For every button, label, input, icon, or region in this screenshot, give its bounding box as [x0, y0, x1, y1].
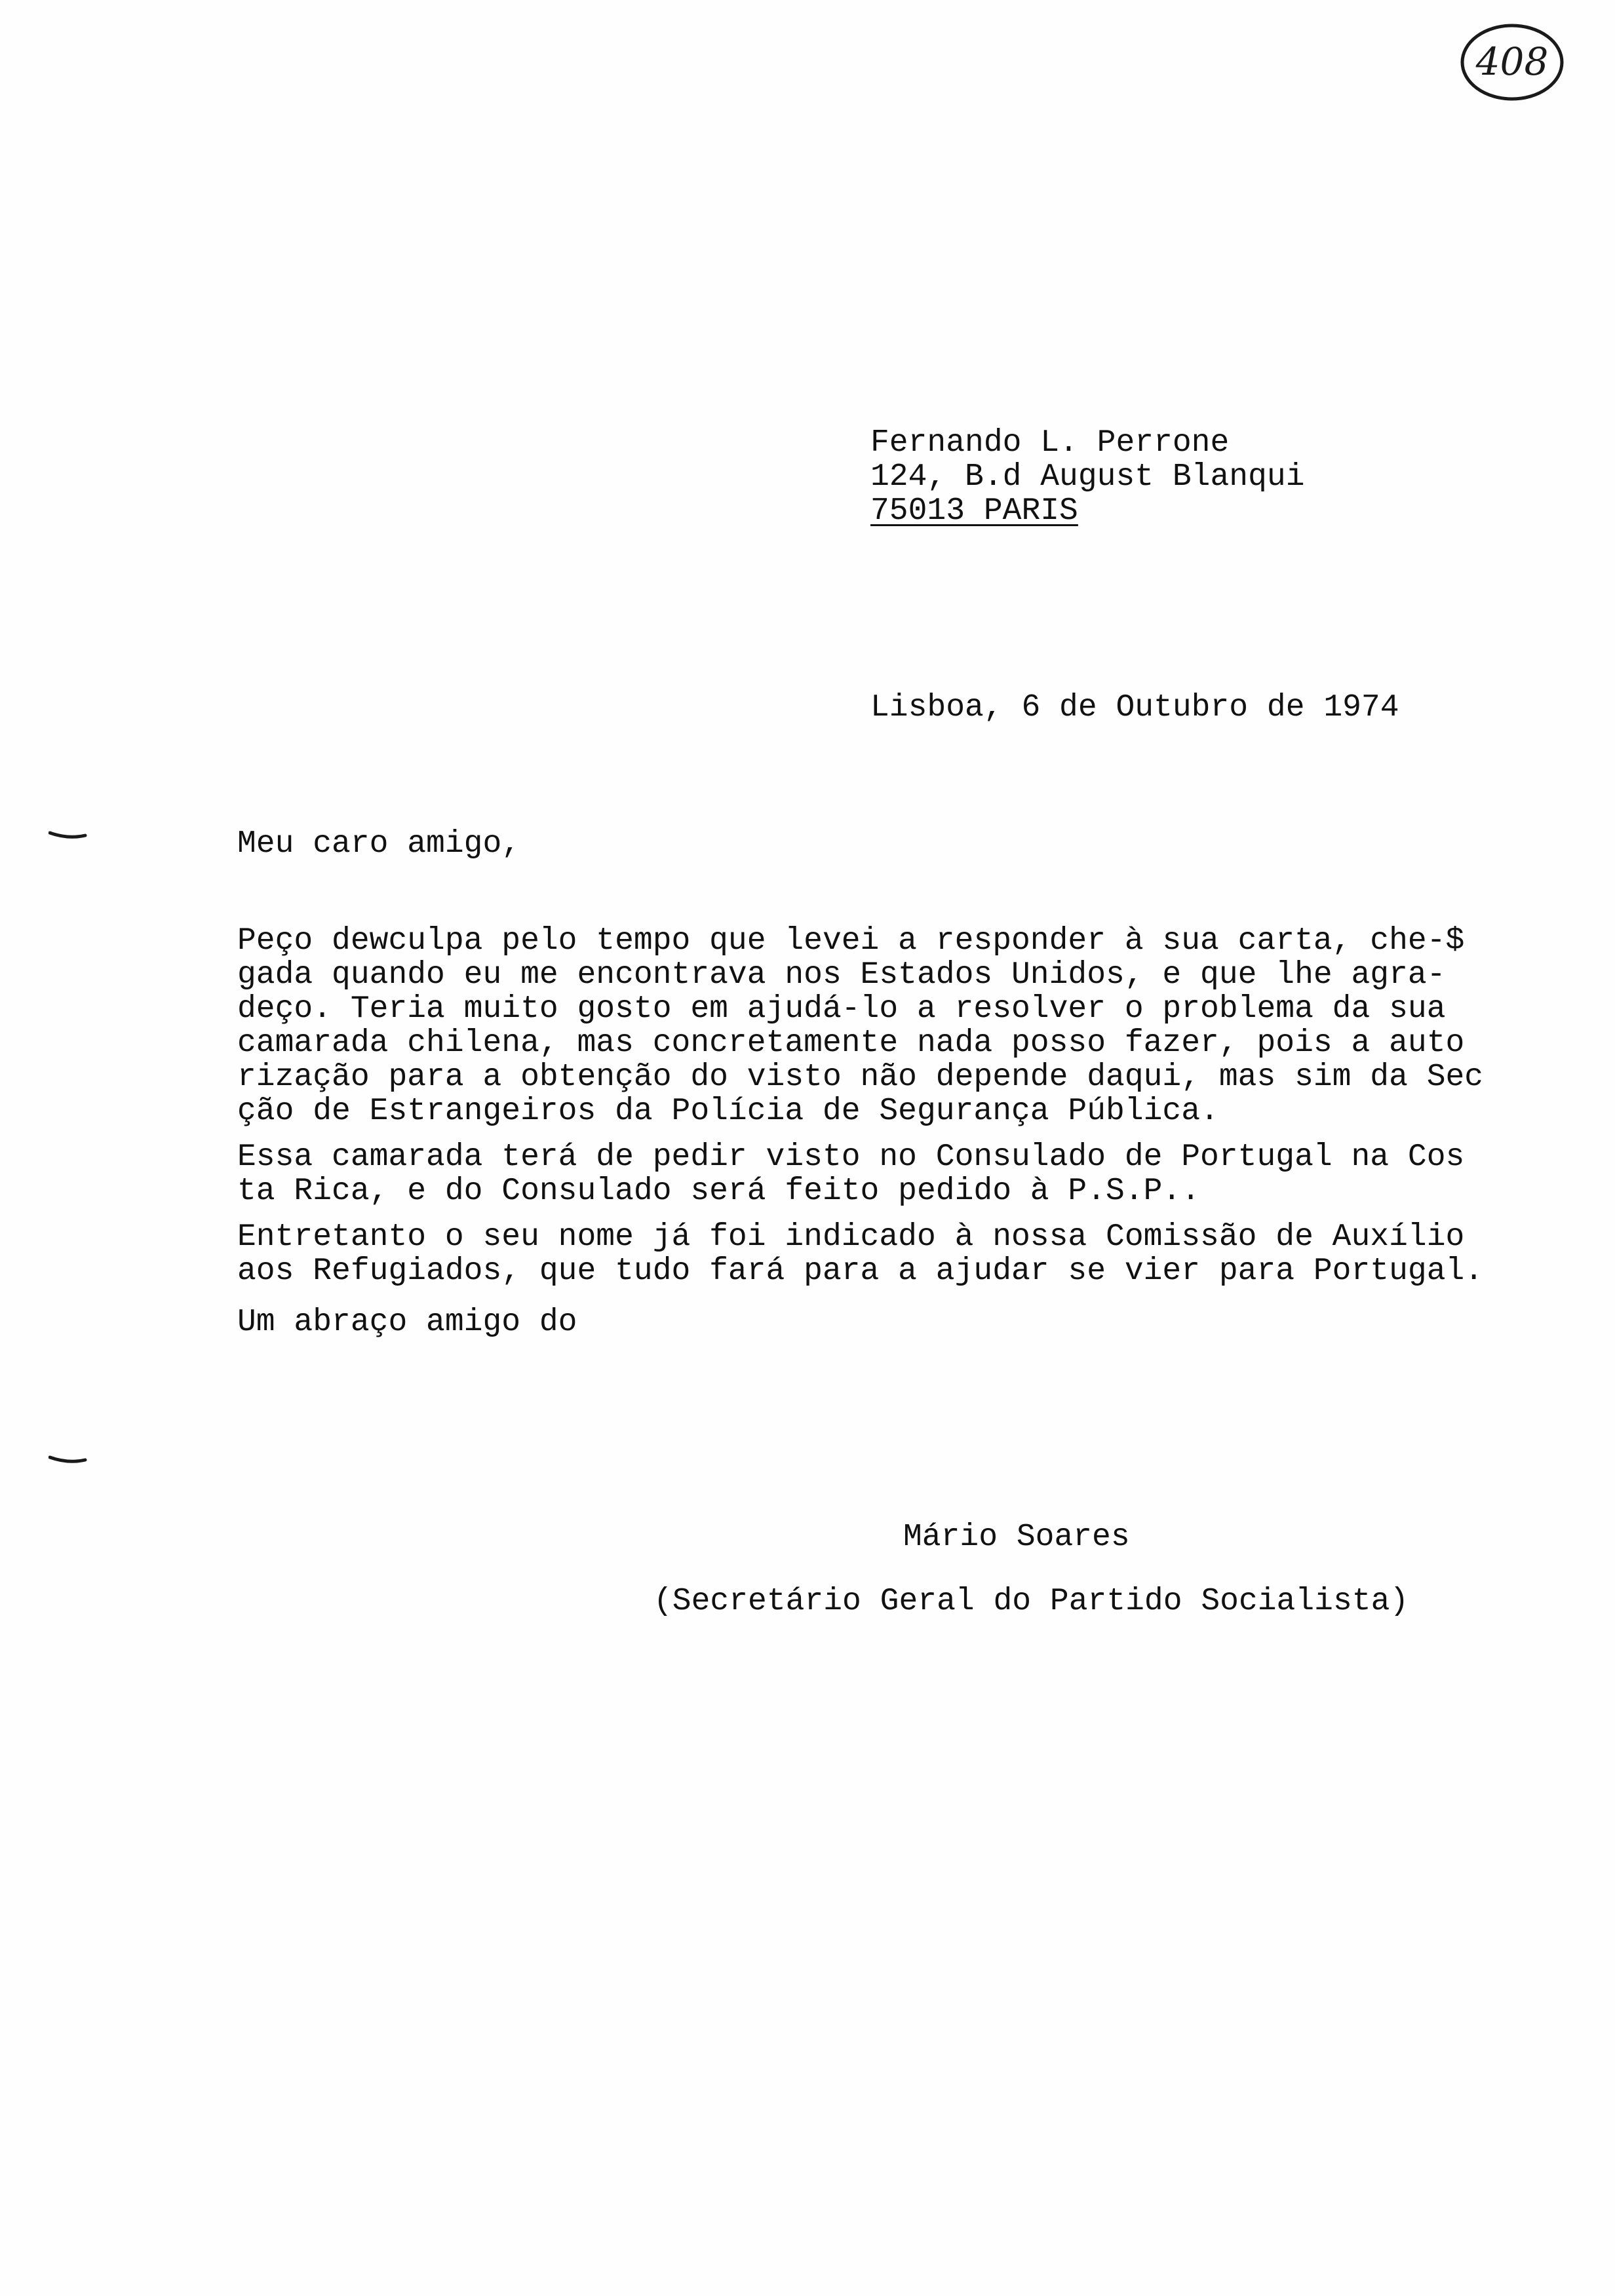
closing: Um abraço amigo do: [237, 1305, 577, 1340]
archive-number: 408: [1475, 39, 1549, 84]
paragraph-2-line: ta Rica, e do Consulado será feito pedido à P.S.P..: [237, 1174, 1201, 1209]
recipient-street: 124, B.d August Blanqui: [870, 459, 1305, 495]
paragraph-1-line: deço. Teria muito gosto em ajudá-lo a resolver o problema da sua: [237, 991, 1446, 1027]
paragraph-1-line: Peço dewculpa pelo tempo que levei a responder à sua carta, che-$: [237, 923, 1465, 959]
paragraph-3-line: aos Refugiados, que tudo fará para a ajudar se vier para Portugal.: [237, 1253, 1484, 1289]
paragraph-2-line: Essa camarada terá de pedir visto no Consulado de Portugal na Cos: [237, 1139, 1465, 1175]
signatory-title: (Secretário Geral do Partido Socialista): [653, 1584, 1409, 1619]
place-date: Lisboa, 6 de Outubro de 1974: [870, 690, 1399, 725]
recipient-name: Fernando L. Perrone: [870, 425, 1230, 461]
archive-number-stamp: [1456, 18, 1568, 104]
paragraph-1-line: rização para a obtenção do visto não depende daqui, mas sim da Sec: [237, 1060, 1484, 1095]
margin-fold-mark: [49, 829, 88, 842]
recipient-city: 75013 PARIS: [870, 493, 1078, 529]
signatory-name: Mário Soares: [903, 1520, 1130, 1555]
paragraph-3-line: Entretanto o seu nome já foi indicado à nossa Comissão de Auxílio: [237, 1219, 1465, 1255]
paragraph-1-line: ção de Estrangeiros da Polícia de Segurança Pública.: [237, 1094, 1219, 1129]
margin-fold-mark: [49, 1453, 88, 1466]
paragraph-1-line: gada quando eu me encontrava nos Estados Unidos, e que lhe agra-: [237, 957, 1446, 993]
paragraph-1-line: camarada chilena, mas concretamente nada posso fazer, pois a auto: [237, 1025, 1465, 1061]
salutation: Meu caro amigo,: [237, 826, 521, 862]
